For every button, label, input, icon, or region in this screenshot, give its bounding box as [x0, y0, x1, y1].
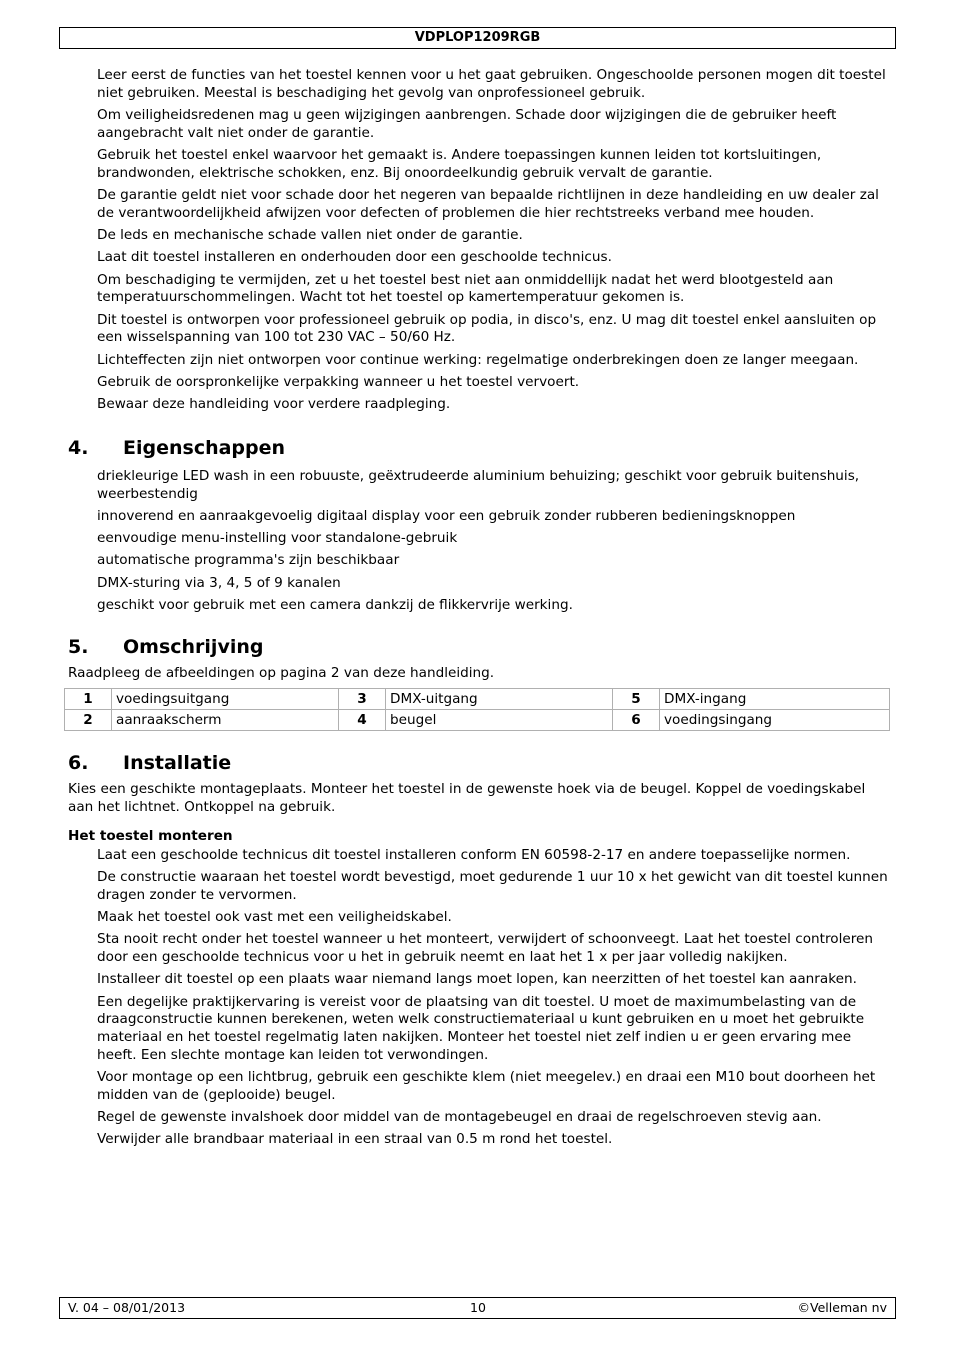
version-date: V. 04 – 08/01/2013 — [68, 1300, 186, 1315]
list-item: Bewaar deze handleiding voor verdere raadpleging. — [97, 396, 451, 413]
section-heading-eigenschappen — [68, 436, 888, 460]
list-item: Een degelijke praktijkervaring is vereist voor de plaatsing van dit toestel. U moet de maximumbelasting van de draagconstructie kunnen berekenen, weten welk constructiemateriaal u kunt gebruiken en u moet het gebruikte materiaal en het toestel regelmatig laten nakijken. Monteer het toestel niet zelf indien u er geen ervaring mee heeft. Een slechte montage kan leiden tot verwondingen. — [97, 993, 865, 1063]
list-item: Regel de gewenste invalshoek door middel van de montagebeugel en draai de regelschroeven stevig aan. — [97, 1109, 822, 1126]
list-item: De constructie waaraan het toestel wordt bevestigd, moet gedurende 1 uur 10 x het gewicht van dit toestel kunnen dragen zonder te vervormen. — [97, 869, 888, 903]
part-label: DMX-ingang — [660, 689, 890, 710]
list-item: Installeer dit toestel op een plaats waar niemand langs moet lopen, kan neerzitten of het toestel kan aanraken. — [97, 971, 857, 988]
page-number: 10 — [470, 1300, 486, 1315]
section-heading-installatie — [68, 751, 888, 775]
list-item: Dit toestel is ontworpen voor professioneel gebruik op podia, in disco's, enz. U mag dit toestel enkel aansluiten op een wisselspanning van 100 tot 230 VAC – 50/60 Hz. — [97, 311, 877, 346]
part-label: aanraakscherm — [112, 710, 339, 731]
parts-table — [64, 688, 890, 731]
intro-list — [68, 67, 888, 414]
list-item: Om beschadiging te vermijden, zet u het toestel best niet aan onmiddellijk nadat het werd blootgesteld aan temperatuurschommelingen. Wacht tot het toestel op kamertemperatuur gekomen is. — [97, 271, 834, 306]
list-item: driekleurige LED wash in een robuuste, geëxtrudeerde aluminium behuizing; geschikt voor gebruik buitenshuis, weerbestendig — [97, 467, 860, 502]
page-footer — [59, 1297, 896, 1319]
list-item: Maak het toestel ook vast met een veiligheidskabel. — [97, 909, 452, 926]
list-item: DMX-sturing via 3, 4, 5 of 9 kanalen — [97, 574, 341, 591]
list-item: De garantie geldt niet voor schade door het negeren van bepaalde richtlijnen in deze handleiding en uw dealer zal de verantwoordelijkheid afwijzen voor defecten of problemen die hier rechtstreeks verband mee houden. — [97, 187, 879, 221]
model-name: VDPLOP1209RGB — [414, 30, 541, 45]
part-number: 5 — [613, 689, 660, 710]
mounting-list — [68, 847, 888, 1149]
list-item: Om veiligheidsredenen mag u geen wijzigingen aanbrengen. Schade door wijzigingen die de gebruiker heeft aangebracht valt niet onder de garantie. — [97, 107, 837, 141]
section-number: 4. — [68, 436, 89, 459]
section-number: 5. — [68, 635, 89, 658]
section-title: Eigenschappen — [123, 436, 286, 459]
part-label: voedingsingang — [660, 710, 890, 731]
list-item: eenvoudige menu-instelling voor standalone-gebruik — [97, 530, 458, 547]
section-title: Installatie — [123, 752, 232, 775]
table-row — [65, 710, 890, 731]
part-label: beugel — [386, 710, 613, 731]
section-number: 6. — [68, 752, 89, 775]
list-item: Gebruik de oorspronkelijke verpakking wanneer u het toestel vervoert. — [97, 373, 580, 390]
part-number: 1 — [65, 689, 112, 710]
list-item: Voor montage op een lichtbrug, gebruik een geschikte klem (niet meegelev.) en draai een M10 bout doorheen het midden van de (geplooide) beugel. — [97, 1069, 876, 1103]
list-item: Sta nooit recht onder het toestel wanneer u het monteert, verwijdert of schoonveegt. Laat het toestel controleren door een geschoolde technicus voor u het in gebruik neemt en laat het 1 x per jaar volledig nakijken. — [97, 931, 873, 966]
section-heading-omschrijving — [68, 635, 888, 659]
list-item: geschikt voor gebruik met een camera dankzij de flikkervrije werking. — [97, 597, 573, 614]
page-header — [59, 27, 896, 49]
list-item: Laat dit toestel installeren en onderhouden door een geschoolde technicus. — [97, 249, 612, 266]
part-label: voedingsuitgang — [112, 689, 339, 710]
subheading-mounting: Het toestel monteren — [68, 827, 233, 844]
features-list — [68, 468, 888, 615]
installation-text: Kies een geschikte montageplaats. Monteer het toestel in de gewenste hoek via de beugel. Koppel de voedingskabel aan het lichtnet. Ontkoppel na gebruik. — [68, 781, 866, 816]
part-number: 2 — [65, 710, 112, 731]
part-label: DMX-uitgang — [386, 689, 613, 710]
list-item: Lichteffecten zijn niet ontworpen voor continue werking: regelmatige onderbrekingen doen ze langer meegaan. — [97, 351, 859, 368]
list-item: Laat een geschoolde technicus dit toestel installeren conform EN 60598-2-17 en andere toepasselijke normen. — [97, 846, 851, 863]
list-item: Gebruik het toestel enkel waarvoor het gemaakt is. Andere toepassingen kunnen leiden tot kortsluitingen, brandwonden, elektrische schokken, enz. Bij onoordeelkundig gebruik vervalt de garantie. — [97, 147, 822, 181]
part-number: 6 — [613, 710, 660, 731]
table-row — [65, 689, 890, 710]
copyright: ©Velleman nv — [797, 1300, 887, 1315]
page-content — [68, 67, 888, 1154]
part-number: 4 — [339, 710, 386, 731]
list-item: Leer eerst de functies van het toestel kennen voor u het gaat gebruiken. Ongeschoolde personen mogen dit toestel niet gebruiken. Meestal is beschadiging het gevolg van onprofessioneel gebruik. — [97, 67, 886, 101]
part-number: 3 — [339, 689, 386, 710]
description-text: Raadpleeg de afbeeldingen op pagina 2 van deze handleiding. — [68, 664, 495, 681]
list-item: Verwijder alle brandbaar materiaal in een straal van 0.5 m rond het toestel. — [97, 1131, 613, 1148]
list-item: De leds en mechanische schade vallen niet onder de garantie. — [97, 227, 523, 243]
section-title: Omschrijving — [123, 635, 264, 658]
list-item: automatische programma's zijn beschikbaar — [97, 552, 400, 569]
list-item: innoverend en aanraakgevoelig digitaal display voor een gebruik zonder rubberen bedieningsknoppen — [97, 507, 796, 524]
